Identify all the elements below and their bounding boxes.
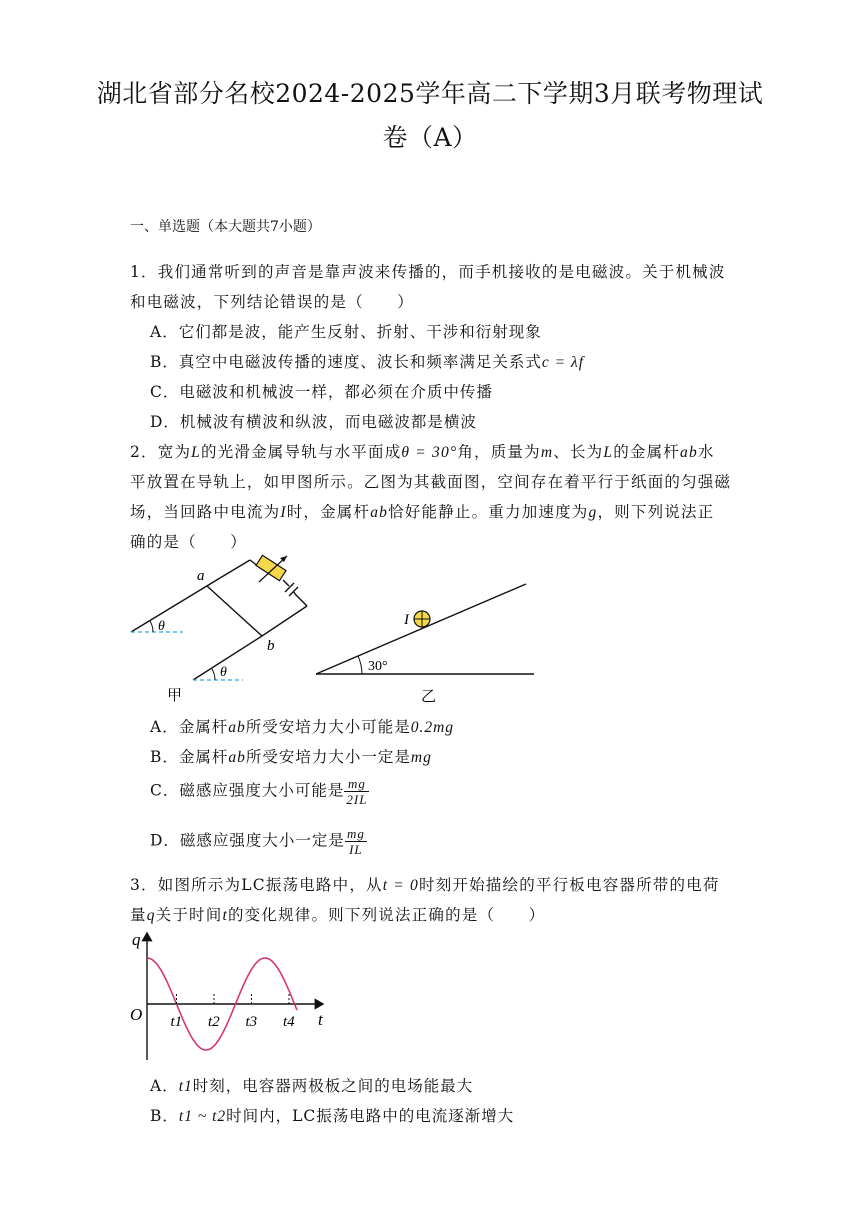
q1-option-b: B．真空中电磁波传播的速度、波长和频率满足关系式c = λf xyxy=(150,353,585,371)
q1-option-c: C．电磁波和机械波一样，都必须在介质中传播 xyxy=(150,383,493,401)
current-out-icon xyxy=(414,611,430,627)
figure-jia-rails xyxy=(125,548,325,708)
x-axis-label: t xyxy=(318,1010,323,1029)
current-label: I xyxy=(404,612,409,628)
tick-label: t1 xyxy=(170,1014,183,1030)
q2-stem-line4: 确的是（ ） xyxy=(130,533,247,551)
q2-stem-line3: 场，当回路中电流为I时，金属杆ab恰好能静止。重力加速度为g，则下列说法正 xyxy=(130,503,715,521)
rheostat-icon xyxy=(256,555,287,582)
q1-formula: c = λf xyxy=(541,354,585,371)
y-axis-label: q xyxy=(132,930,141,949)
q2-option-a: A．金属杆ab所受安培力大小可能是0.2mg xyxy=(150,718,455,736)
theta-label-1: θ xyxy=(158,619,165,634)
q1-option-d: D．机械波有横波和纵波，而电磁波都是横波 xyxy=(150,413,477,431)
q1-stem-line1: 1．我们通常听到的声音是靠声波来传播的，而手机接收的是电磁波。关于机械波 xyxy=(130,263,726,281)
q3-option-b: B．t1 ~ t2时间内，LC振荡电路中的电流逐渐增大 xyxy=(150,1107,515,1125)
capacitor-icon xyxy=(283,580,298,596)
fraction: $\frac{mg}{IL}$ xyxy=(346,826,365,857)
q2-stem-line2: 平放置在导轨上，如甲图所示。乙图为其截面图，空间存在着平行于纸面的匀强磁 xyxy=(130,473,732,491)
angle-label: 30° xyxy=(368,659,388,674)
q2-option-b: B．金属杆ab所受安培力大小一定是mg xyxy=(150,748,432,766)
tick-label: t4 xyxy=(283,1014,295,1030)
t1-t2-symbol: t1 ~ t2 xyxy=(178,1108,227,1125)
label-a: a xyxy=(197,568,205,584)
q2-option-c: C．磁感应强度大小可能是 $\frac{mg}{2IL}$ xyxy=(150,776,368,807)
label-b: b xyxy=(267,638,275,654)
q3-stem-line1: 3．如图所示为LC振荡电路中，从t = 0时刻开始描绘的平行板电容器所带的电荷 xyxy=(130,876,720,894)
origin-label: O xyxy=(130,1005,143,1024)
q1-option-a: A．它们都是波，能产生反射、折射、干涉和衍射现象 xyxy=(150,323,542,341)
tick-label: t2 xyxy=(208,1014,220,1030)
q1-stem-line2: 和电磁波，下列结论错误的是（ ） xyxy=(130,293,414,311)
figure-jia-caption: 甲 xyxy=(167,688,183,704)
figure-yi-incline xyxy=(310,575,540,710)
theta-label-2: θ xyxy=(220,665,227,680)
tick-label: t3 xyxy=(245,1014,258,1030)
q3-stem-line2: 量q关于时间t的变化规律。则下列说法正确的是（ ） xyxy=(130,906,546,924)
q2-stem-line1: 2．宽为L的光滑金属导轨与水平面成θ = 30°角，质量为m、长为L的金属杆ab水 xyxy=(130,443,715,461)
document-title-line2: 卷（A） xyxy=(382,123,478,152)
document-title-line1: 湖北省部分名校2024-2025学年高二下学期3月联考物理试 xyxy=(96,79,764,108)
q2-option-d: D．磁感应强度大小一定是 $\frac{mg}{IL}$ xyxy=(150,826,365,857)
section-heading: 一、单选题（本大题共7小题） xyxy=(130,219,321,235)
t1-symbol: t1 xyxy=(178,1078,193,1095)
q3-graph xyxy=(125,925,340,1065)
figure-yi-caption: 乙 xyxy=(421,689,437,705)
q3-option-a: A．t1时刻，电容器两极板之间的电场能最大 xyxy=(150,1077,474,1095)
fraction: $\frac{mg}{2IL}$ xyxy=(346,776,368,807)
